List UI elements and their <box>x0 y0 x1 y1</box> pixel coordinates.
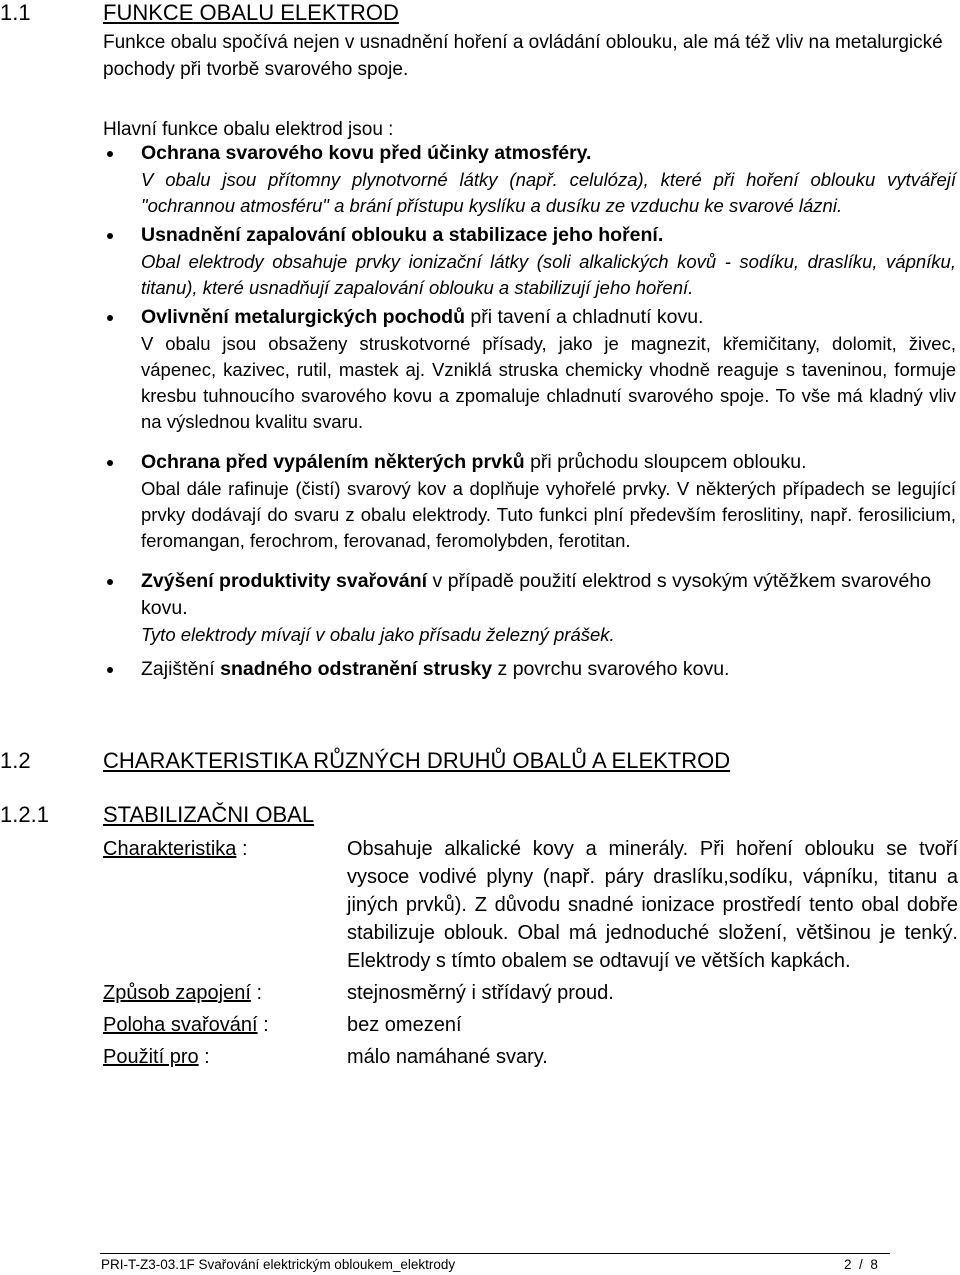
electrode-properties <box>103 835 958 1071</box>
item-title-rest: při průchodu sloupcem oblouku. <box>524 451 807 473</box>
property-value: bez omezení <box>347 1014 462 1036</box>
list-item <box>0 140 956 219</box>
property-value: málo namáhané svary. <box>347 1046 548 1068</box>
item-title-rest: z povrchu svarového kovu. <box>492 658 730 680</box>
item-title-bold: Ovlivnění metalurgických pochodů <box>141 306 465 328</box>
bullet-icon <box>107 315 113 321</box>
item-title <box>141 304 956 331</box>
footer-page-number: 2 / 8 <box>844 1257 878 1272</box>
item-title: Ochrana svarového kovu před účinky atmosféry. <box>141 142 592 164</box>
item-title <box>141 449 956 476</box>
list-item <box>0 568 956 648</box>
list-item <box>0 656 956 683</box>
intro-paragraph: Funkce obalu spočívá nejen v usnadnění hoření a ovládání oblouku, ale má též vliv na metalurgické pochody při tvorbě svarového spoje. <box>103 32 943 80</box>
property-label: Použití pro : <box>103 1046 210 1068</box>
item-title-pre: Zajištění <box>141 658 221 680</box>
item-title-rest: v případě použití elektrod s vysokým výtěžkem svarového kovu. <box>141 570 932 619</box>
property-value: stejnosměrný i střídavý proud. <box>347 982 614 1004</box>
section-heading-1-2-1 <box>0 802 960 828</box>
property-label: Charakteristika : <box>103 838 248 860</box>
item-description: Tyto elektrody mívají v obalu jako přísadu železný prášek. <box>141 624 615 645</box>
bullet-icon <box>107 667 113 673</box>
item-title: Usnadnění zapalování oblouku a stabilizace jeho hoření. <box>141 224 664 246</box>
bullet-icon <box>107 460 113 466</box>
bullet-icon <box>107 151 113 157</box>
section-heading-1-2 <box>0 748 960 774</box>
bullet-icon <box>107 233 113 239</box>
property-row <box>103 1043 958 1071</box>
footer-document-id: PRI-T-Z3-03.1F Svařování elektrickým obloukem_elektrody <box>101 1257 456 1272</box>
property-row <box>103 835 958 975</box>
bullet-icon <box>107 579 113 585</box>
item-description: Obal elektrody obsahuje prvky ionizační látky (soli alkalických kovů - sodíku, draslíku, vápníku, titanu), které usnadňují zapalování oblouku a stabilizují jeho hoření. <box>141 251 956 298</box>
item-title-bold: Ochrana před vypálením některých prvků <box>141 451 525 473</box>
section-title: CHARAKTERISTIKA RŮZNÝCH DRUHŮ OBALŮ A ELEKTROD <box>103 748 731 773</box>
item-description: V obalu jsou obsaženy struskotvorné přísady, jako je magnezit, křemičitany, dolomit, živec, vápenec, kazivec, rutil, mastek aj. Vzniklá struska chemicky vhodně reaguje s taveninou, formuje kresbu tuhnoucího svarového kovu a zpomaluje chladnutí svarového spoje. To vše má kladný vliv na výslednou kvalitu svaru. <box>141 333 956 432</box>
section-title: FUNKCE OBALU ELEKTROD <box>103 0 399 25</box>
section-number: 1.2.1 <box>0 802 49 827</box>
section-heading-1-1 <box>0 0 960 26</box>
item-description: V obalu jsou přítomny plynotvorné látky (např. celulóza), které při hoření oblouku vytvářejí "ochrannou atmosféru" a brání přístupu kyslíku a dusíku ze vzduchu ke svarové lázni. <box>141 169 956 216</box>
property-label: Způsob zapojení : <box>103 982 263 1004</box>
section-title: STABILIZAČNI OBAL <box>103 802 315 827</box>
section-number: 1.1 <box>0 0 31 25</box>
item-title-bold: Zvýšení produktivity svařování <box>141 570 428 592</box>
property-label: Poloha svařování : <box>103 1014 269 1036</box>
list-item <box>0 449 956 554</box>
item-title <box>141 568 956 622</box>
item-title-rest: při tavení a chladnutí kovu. <box>465 306 704 328</box>
property-row <box>103 979 958 1007</box>
property-value: Obsahuje alkalické kovy a minerály. Při hoření oblouku se tvoří vysoce vodivé plyny (např. páry draslíku,sodíku, vápníku, titanu a jiných prvků). Z důvodu snadné ionizace prostředí tento obal dobře stabilizuje oblouk. Obal má jednoduché složení, většinou je tenký. Elektrody s tímto obalem se odtavují ve větších kapkách. <box>347 838 958 972</box>
item-title-bold: snadného odstranění strusky <box>220 658 493 680</box>
property-row <box>103 1011 958 1039</box>
list-item <box>0 222 956 301</box>
item-title <box>141 656 956 683</box>
section-number: 1.2 <box>0 748 31 773</box>
item-description: Obal dále rafinuje (čistí) svarový kov a doplňuje vyhořelé prvky. V některých případech se legující prvky dodávají do svaru z obalu elektrody. Tuto funkci plní především feroslitiny, např. ferosilicium, feromangan, ferochrom, ferovanad, feromolybden, ferotitan. <box>141 478 956 551</box>
function-list <box>0 140 960 683</box>
list-item <box>0 304 956 435</box>
footer-rule <box>100 1253 890 1254</box>
list-intro: Hlavní funkce obalu elektrod jsou : <box>103 119 394 140</box>
